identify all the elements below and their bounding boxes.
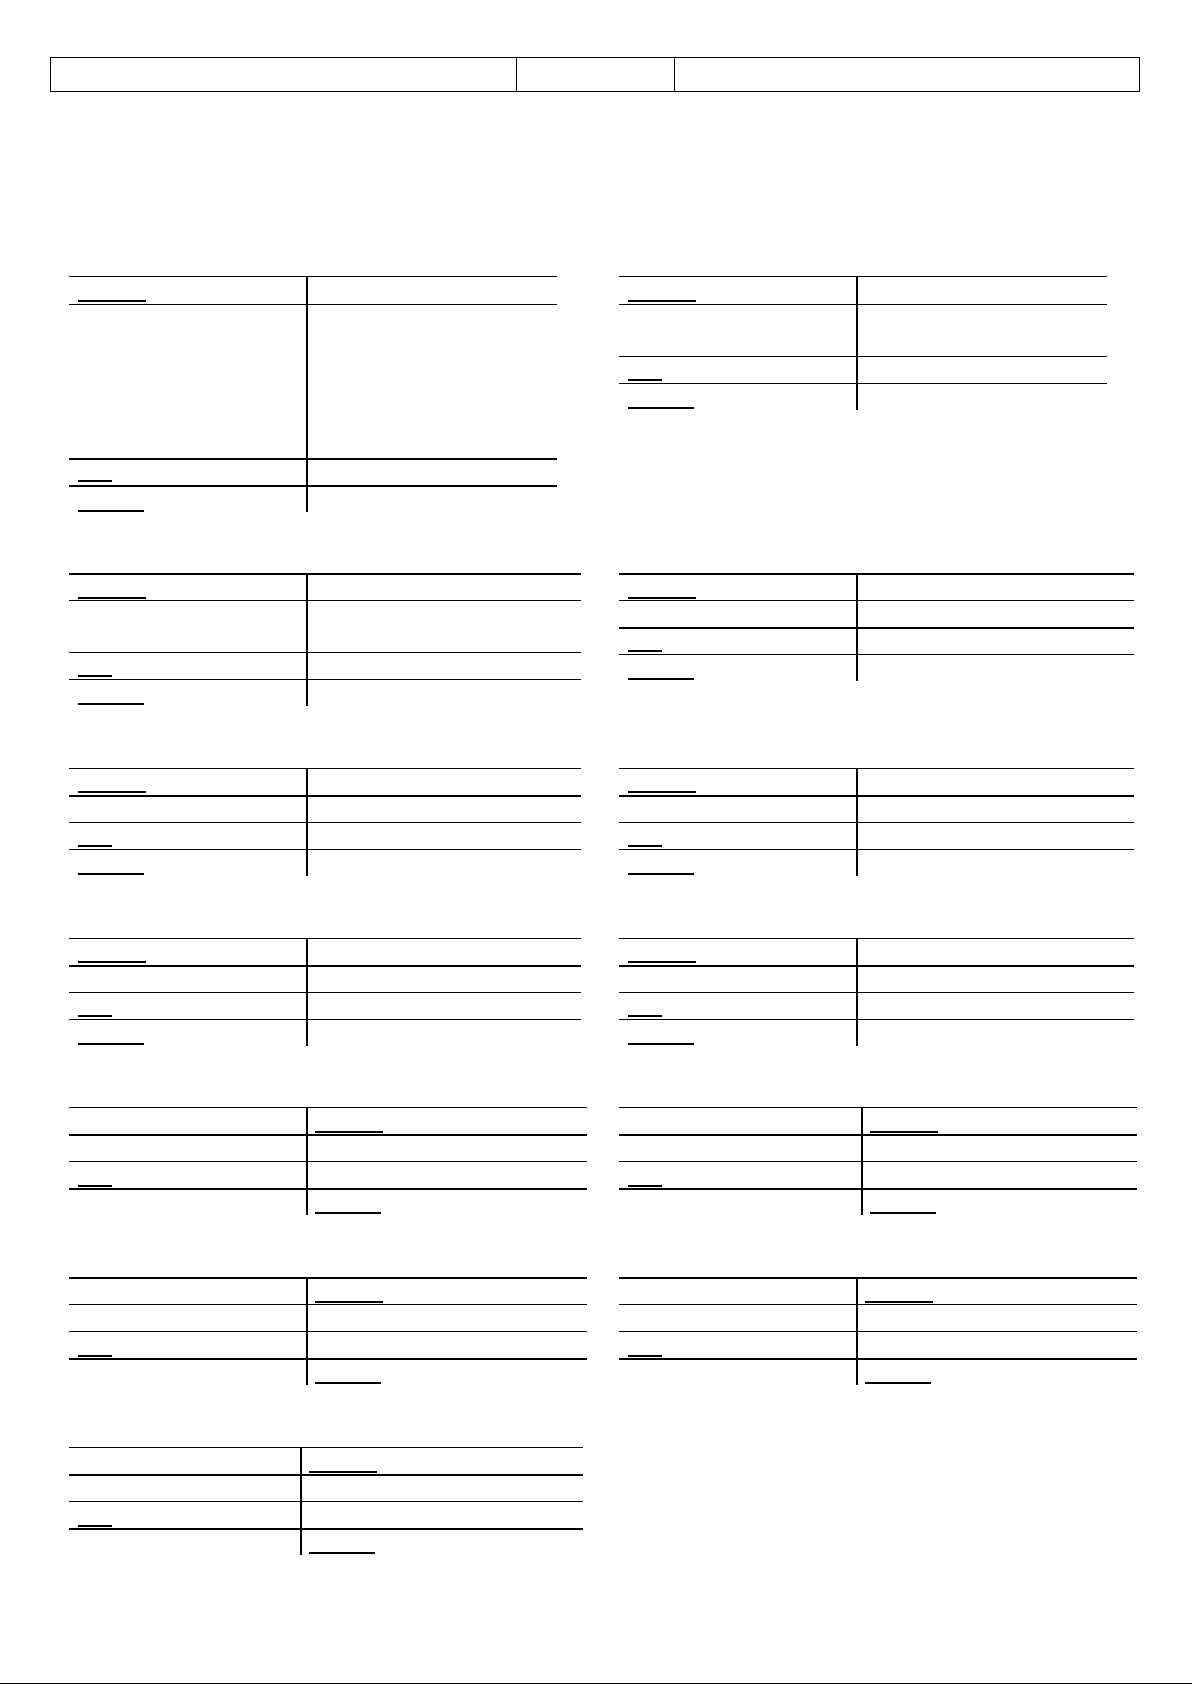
table-rule [619, 1019, 1134, 1020]
field-underline [78, 1043, 144, 1045]
field-underline [78, 845, 112, 847]
table-rule [69, 849, 581, 850]
field-underline [865, 1301, 933, 1303]
field-underline [78, 1015, 112, 1017]
table-rule [619, 1161, 1137, 1162]
table-rule [69, 768, 581, 769]
column-divider [306, 1277, 308, 1385]
field-underline [78, 300, 146, 302]
table-rule [619, 1304, 1137, 1305]
header-cell-middle [517, 58, 675, 91]
table-rule [619, 795, 1134, 797]
column-divider [856, 573, 858, 681]
table-rule [619, 822, 1134, 823]
column-divider [306, 938, 308, 1046]
field-underline [315, 1382, 381, 1384]
field-underline [628, 961, 696, 963]
column-divider [861, 1107, 863, 1215]
table-rule [619, 627, 1134, 629]
table-rule [69, 304, 557, 305]
table-rule [619, 992, 1134, 993]
table-rule [69, 1277, 587, 1279]
field-underline [78, 1355, 112, 1357]
table-rule [619, 1107, 1137, 1108]
field-underline [309, 1552, 375, 1554]
table-rule [69, 1528, 583, 1530]
field-underline [309, 1471, 377, 1473]
column-divider [856, 938, 858, 1046]
field-underline [870, 1131, 938, 1133]
table-rule [619, 654, 1134, 655]
field-underline [628, 678, 694, 680]
table-rule [619, 938, 1134, 939]
field-underline [78, 791, 146, 793]
column-divider [300, 1447, 302, 1555]
table-rule [69, 485, 557, 487]
table-rule [69, 938, 581, 939]
page-bottom-rule [0, 1683, 1192, 1684]
table-rule [619, 573, 1134, 575]
field-underline [78, 510, 144, 512]
table-rule [69, 1107, 587, 1108]
field-underline [315, 1131, 383, 1133]
table-rule [69, 1188, 587, 1190]
field-underline [628, 1043, 694, 1045]
table-rule [69, 276, 557, 277]
table-rule [619, 1134, 1137, 1136]
field-underline [78, 675, 112, 677]
table-rule [619, 383, 1107, 384]
field-underline [628, 407, 694, 409]
table-rule [69, 1134, 587, 1136]
field-underline [78, 1185, 112, 1187]
column-divider [306, 276, 308, 512]
table-rule [69, 573, 581, 575]
table-rule [69, 458, 557, 460]
field-underline [628, 873, 694, 875]
table-rule [619, 1331, 1137, 1332]
field-underline [78, 703, 144, 705]
table-rule [69, 992, 581, 993]
table-rule [69, 1019, 581, 1020]
table-rule [69, 1161, 587, 1162]
field-underline [315, 1301, 383, 1303]
field-underline [315, 1212, 381, 1214]
table-rule [69, 679, 581, 680]
field-underline [628, 1185, 662, 1187]
field-underline [628, 379, 662, 381]
header-cell-left [51, 58, 517, 91]
field-underline [78, 597, 146, 599]
table-rule [69, 1447, 583, 1448]
table-rule [619, 304, 1107, 305]
field-underline [78, 873, 144, 875]
field-underline [628, 845, 662, 847]
table-rule [619, 276, 1107, 277]
table-rule [69, 965, 581, 967]
field-underline [628, 1015, 662, 1017]
table-rule [69, 1304, 587, 1305]
field-underline [78, 480, 112, 482]
table-rule [619, 1358, 1137, 1360]
table-rule [69, 600, 581, 601]
column-divider [856, 276, 858, 410]
table-rule [69, 652, 581, 653]
column-divider [856, 768, 858, 876]
field-underline [628, 650, 662, 652]
column-divider [306, 768, 308, 876]
table-rule [619, 849, 1134, 850]
field-underline [870, 1212, 936, 1214]
table-rule [69, 822, 581, 823]
table-rule [69, 1331, 587, 1332]
field-underline [628, 300, 696, 302]
field-underline [865, 1382, 931, 1384]
header-row [50, 57, 1140, 92]
field-underline [628, 1355, 662, 1357]
table-rule [619, 1188, 1137, 1190]
table-rule [69, 1474, 583, 1476]
column-divider [856, 1277, 858, 1385]
table-rule [619, 600, 1134, 601]
table-rule [619, 768, 1134, 769]
header-cell-right [675, 58, 1138, 91]
table-rule [619, 356, 1107, 357]
column-divider [306, 573, 308, 706]
table-rule [69, 1358, 587, 1360]
table-rule [69, 1501, 583, 1502]
field-underline [78, 1525, 112, 1527]
field-underline [78, 961, 146, 963]
table-rule [619, 1277, 1137, 1279]
field-underline [628, 791, 696, 793]
table-rule [69, 795, 581, 797]
column-divider [306, 1107, 308, 1215]
field-underline [628, 597, 696, 599]
table-rule [619, 965, 1134, 967]
